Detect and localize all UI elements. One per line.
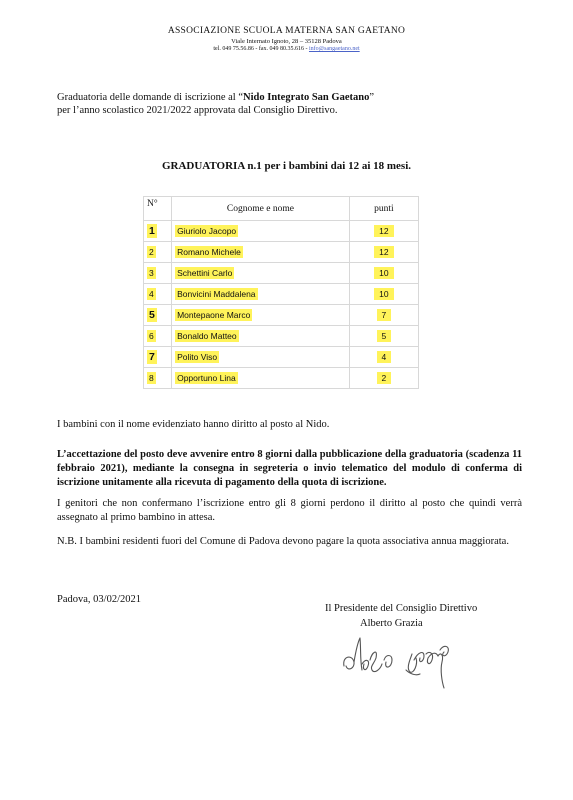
- row-number: 1: [149, 225, 155, 237]
- row-name: Bonaldo Matteo: [177, 331, 237, 341]
- header-points: punti: [349, 197, 418, 221]
- row-points: 2: [377, 372, 392, 384]
- phone-fax: tel. 049 75.56.86 - fax. 049 80.35.616 -: [213, 46, 309, 52]
- table-row: [144, 284, 419, 305]
- table-row: [144, 263, 419, 284]
- ranking-table: [143, 196, 419, 389]
- row-number: 7: [149, 351, 155, 363]
- row-name: Opportuno Lina: [177, 373, 236, 383]
- signatory-name: Alberto Grazia: [360, 618, 423, 629]
- row-points: 7: [377, 309, 392, 321]
- document-date: Padova, 03/02/2021: [57, 594, 141, 605]
- row-name: Montepaone Marco: [177, 310, 251, 320]
- row-points: 4: [377, 351, 392, 363]
- organization-name: ASSOCIAZIONE SCUOLA MATERNA SAN GAETANO: [167, 26, 406, 36]
- row-points: 12: [374, 246, 393, 258]
- table-row: [144, 242, 419, 263]
- header-name: Cognome e nome: [172, 197, 350, 221]
- forfeit-note: I genitori che non confermano l’iscrizione entro gli 8 giorni perdono il diritto al posto che quindi verrà assegnato al primo bambino in attesa.: [57, 498, 522, 523]
- intro-quote-close: ”: [369, 92, 374, 103]
- row-points: 10: [374, 288, 393, 300]
- signatory-role: Il Presidente del Consiglio Direttivo: [325, 603, 478, 614]
- row-number: 5: [149, 309, 155, 321]
- table-row: [144, 221, 419, 242]
- acceptance-note: L’accettazione del posto deve avvenire entro 8 giorni dalla pubblicazione della graduatoria (scadenza 11 febbraio 2021), mediante la consegna in segreteria o invio telematico del modulo di conferma di iscrizione unitamente alla ricevuta di pagamento della quota di iscrizione.: [57, 449, 522, 488]
- row-name: Polito Viso: [177, 352, 218, 362]
- table-row: [144, 368, 419, 389]
- row-name: Giuriolo Jacopo: [177, 226, 237, 236]
- table-row: [144, 347, 419, 368]
- intro-text: Graduatoria delle domande di iscrizione al “: [57, 92, 244, 103]
- intro-paragraph: [57, 91, 527, 117]
- highlight-note: I bambini con il nome evidenziato hanno diritto al posto al Nido.: [57, 419, 330, 430]
- row-points: 12: [374, 225, 393, 237]
- email-link[interactable]: info@sangaetano.net: [308, 46, 360, 52]
- table-row: [144, 305, 419, 326]
- letterhead: [0, 26, 573, 52]
- table-row: [144, 326, 419, 347]
- row-number: 8: [149, 373, 154, 383]
- row-name: Bonvicini Maddalena: [177, 289, 256, 299]
- ranking-title: GRADUATORIA n.1 per i bambini dai 12 ai 18 mesi.: [161, 160, 412, 172]
- organization-contact: [0, 46, 573, 52]
- row-number: 2: [149, 247, 154, 257]
- row-name: Romano Michele: [177, 247, 241, 257]
- handwritten-signature: [340, 630, 470, 690]
- row-number: 6: [149, 331, 154, 341]
- table-header-row: [144, 197, 419, 221]
- nb-note: N.B. I bambini residenti fuori del Comune di Padova devono pagare la quota associativa annua maggiorata.: [57, 536, 509, 547]
- row-points: 10: [374, 267, 393, 279]
- row-points: 5: [377, 330, 392, 342]
- school-name: Nido Integrato San Gaetano: [243, 92, 370, 103]
- row-number: 4: [149, 289, 154, 299]
- row-name: Schettini Carlo: [177, 268, 233, 278]
- header-number: N°: [144, 197, 172, 221]
- row-number: 3: [149, 268, 154, 278]
- intro-line2: per l’anno scolastico 2021/2022 approvata dal Consiglio Direttivo.: [57, 105, 338, 116]
- organization-address: Viale Internato Ignoto, 28 – 35128 Padova: [231, 38, 342, 45]
